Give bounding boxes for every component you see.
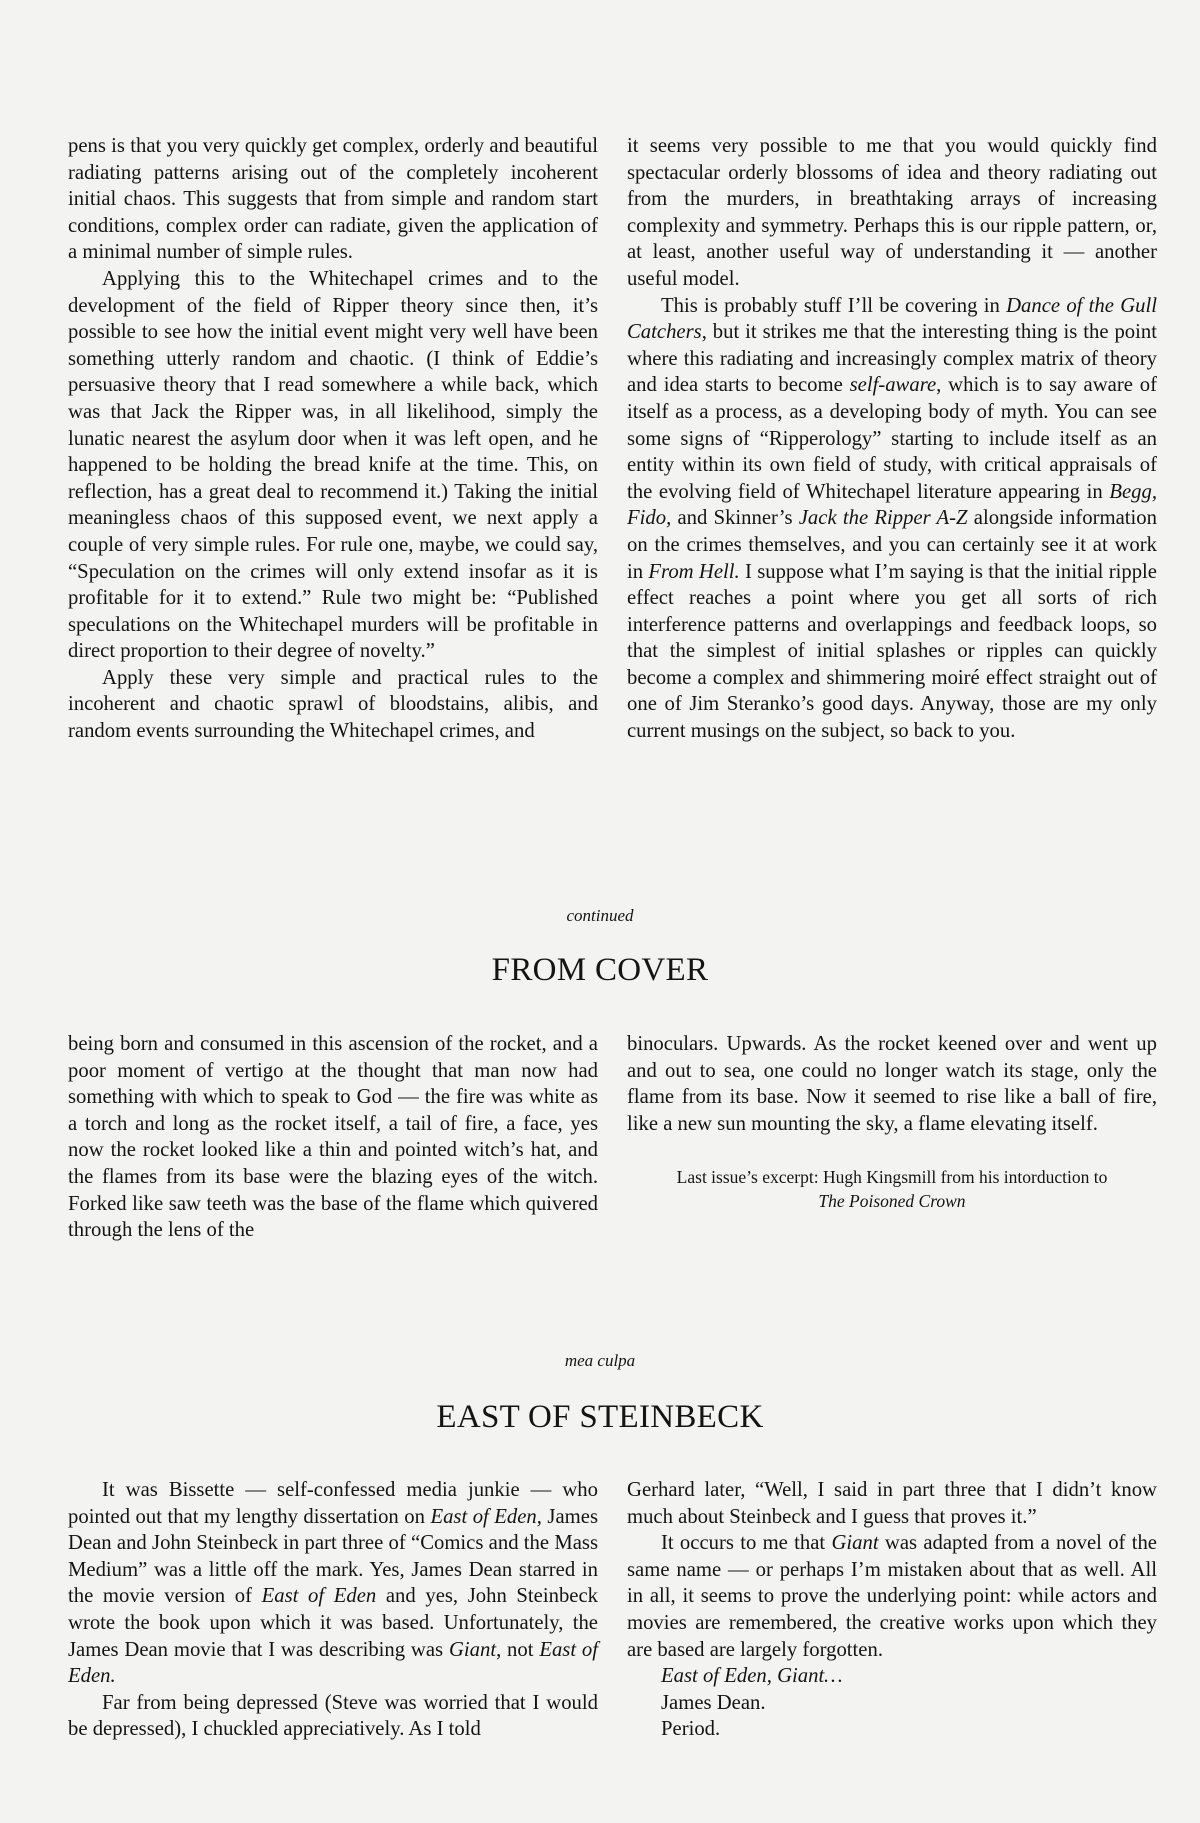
film-title: East of Eden [261,1585,377,1608]
section-ripple-essay [68,133,1157,745]
text-run: , not [496,1638,540,1661]
essay-paragraph: Applying this to the Whitechapel crimes and to the development of the field of Ripper theory since then, it’s possible to see how the initial event might very well have been something utterly random and chaotic. (I think of Eddie’s persuasive theory that I read somewhere a while back, which was that Jack the Ripper was, in all likelihood, simply the lunatic nearest the asylum door when it was left open, and he happened to be holding the bread knife at the time. This, on reflection, has a great deal to recommend it.) Taking the initial meaningless chaos of this supposed event, we next apply a couple of very simple rules. For rule one, maybe, we could say, “Speculation on the crimes will only extend insofar as it is profitable for it to extend.” Rule two might be: “Published speculations on the Whitechapel murders will be profitable in direct proportion to their degree of novelty.” [68,267,598,663]
from-cover-right-column [627,1031,1157,1244]
film-title: East of Eden. [68,1638,599,1688]
text-run: , James Dean and John Steinbeck in part three of “Comics and the Mass Medium” was a little off the mark. Yes, James Dean starred in the movie version of [68,1505,598,1608]
text-run: It occurs to me that [661,1532,832,1555]
closing-line-name: James Dean. [661,1691,766,1714]
section-from-cover [68,1031,1157,1244]
section-east-of-steinbeck [68,1477,1157,1743]
text-run: and yes, John Steinbeck wrote the book upon which it was based. Unfortunately, the James Dean movie that I was describing was [68,1585,598,1661]
from-cover-left-column [68,1031,598,1244]
credit-book-title: The Poisoned Crown [818,1191,966,1212]
section-title-east-of-steinbeck: EAST OF STEINBECK [436,1399,764,1435]
text-run: I suppose what I’m saying is that the initial ripple effect reaches a point where you get all sorts of rich interference patterns and overlappings and feedback loops, so that the simplest of initial splashes or ripples can quickly become a complex and shimmering moiré effect straight out of one of Jim Steranko’s good days. Anyway, those are my only current musings on the subject, so back to you. [627,560,1157,743]
text-run: was adapted from a novel of the same name — or perhaps I’m mistaken about that as well. All in all, it seems to prove the underlying point: while actors and movies are remembered, the creative works upon which they are based are largely forgotten. [627,1532,1157,1661]
steinbeck-paragraph: Gerhard later, “Well, I said in part three that I didn’t know much about Steinbeck and I guess that proves it.” [627,1479,1157,1528]
text-run: This is probably stuff I’ll be covering in [661,294,1007,317]
excerpt-paragraph: binoculars. Upwards. As the rocket keened over and went up and out to sea, one could no longer watch its stage, only the flame from its base. Now it seemed to rise like a ball of fire, like a new sun mounting the sky, a flame elevating itself. [627,1033,1157,1135]
steinbeck-right-column [627,1477,1157,1743]
essay-paragraph: Apply these very simple and practical rules to the incoherent and chaotic sprawl of bloodstains, alibis, and random events surrounding the Whitechapel crimes, and [68,666,598,743]
steinbeck-paragraph [68,1477,598,1690]
emphasis: self-aware [849,374,937,397]
steinbeck-paragraph [627,1530,1157,1663]
excerpt-paragraph: being born and consumed in this ascension of the rocket, and a poor moment of vertigo at the thought that man now had something with which to speak to God — the fire was white as a torch and long as the rocket itself, a tail of fire, a face, yes now the rocket looked like a thin and pointed witch’s hat, and the flames from its base were the blazing eyes of the witch. Forked like saw teeth was the base of the flame which quivered through the lens of the [68,1033,598,1242]
film-title: Giant [831,1532,879,1555]
closing-line-titles: East of Eden, Giant… [661,1665,843,1688]
last-issue-credit [627,1165,1157,1213]
steinbeck-paragraph: Far from being depressed (Steve was worried that I would be depressed), I chuckled appreciatively. As I told [68,1691,598,1741]
book-title: From Hell. [648,560,740,583]
essay-paragraph [627,293,1157,745]
text-run: , but it strikes me that the interesting thing is the point where this radiating and increasingly complex matrix of theory and idea starts to become [627,321,1157,397]
section-label-mea-culpa: mea culpa [564,1351,636,1370]
credit-line: Last issue’s excerpt: Hugh Kingsmill from his intorduction to [676,1167,1108,1188]
essay-right-column [627,133,1157,745]
steinbeck-left-column [68,1477,598,1743]
film-title: East of Eden [430,1505,537,1528]
book-title: Jack the Ripper A-Z [798,507,968,530]
author-names: Begg, Fido, [627,480,1157,530]
section-label-continued: continued [566,906,634,925]
film-title: Giant [448,1638,497,1661]
text-run: , which is to say aware of itself as a process, as a developing body of myth. You can see some signs of “Ripperology” starting to include itself as an entity within its own field of study, with critical appraisals of the evolving field of Whitechapel literature appearing in [627,374,1157,503]
essay-left-column [68,133,598,745]
essay-paragraph: pens is that you very quickly get complex, orderly and beautiful radiating patterns arising out of the completely incoherent initial chaos. This suggests that from simple and random start conditions, complex order can radiate, given the application of a minimal number of simple rules. [68,135,598,264]
essay-paragraph: it seems very possible to me that you would quickly find spectacular orderly blossoms of idea and theory radiating out from the murders, in breathtaking arrays of increasing complexity and symmetry. Perhaps this is our ripple pattern, or, at least, another useful way of understanding it — another useful model. [627,135,1157,290]
closing-line-period: Period. [661,1718,721,1741]
text-run: It was Bissette — self-confessed media junkie — who pointed out that my lengthy dissertation on [68,1479,598,1528]
section-title-from-cover: FROM COVER [491,952,709,988]
text-run: alongside information on the crimes themselves, and you can certainly see it at work in [627,507,1157,583]
book-title: Dance of the Gull Catchers [627,294,1157,344]
text-run: and Skinner’s [671,507,799,530]
